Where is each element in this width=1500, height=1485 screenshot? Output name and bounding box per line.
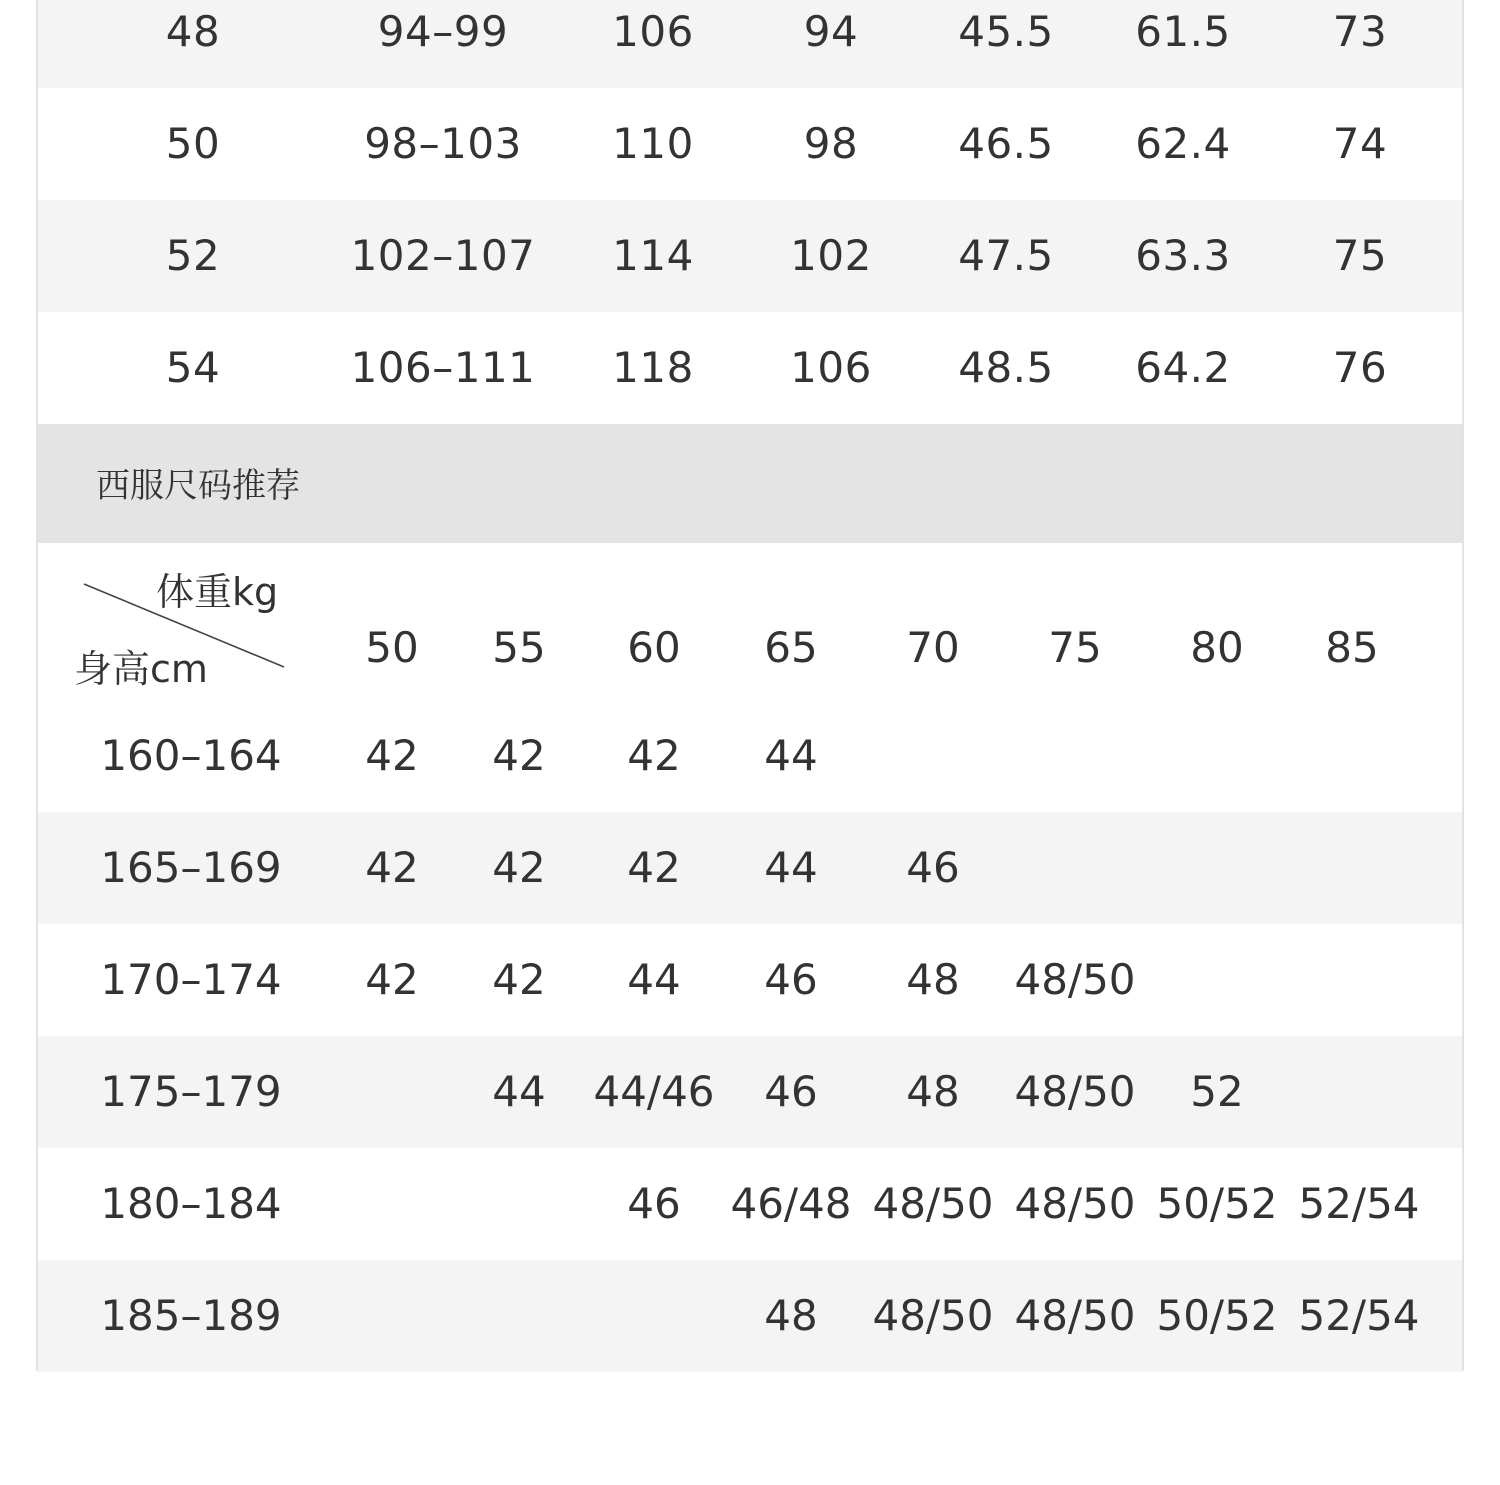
size-chart [36,0,1464,1371]
size-cell: 44 [627,955,681,1004]
size-cell [584,1260,724,1372]
height-row [38,1260,1462,1372]
measure-cell: 98–103 [364,119,522,168]
height-row [38,812,1462,924]
measure-row [38,0,1462,88]
size-cell [1289,1036,1429,1148]
measure-row [38,200,1462,312]
height-axis-label: 身高cm [74,647,208,691]
measure-cell: 106 [790,343,872,392]
size-cell [1147,812,1287,924]
size-cell: 52/54 [1298,1291,1420,1340]
size-cell: 42 [627,843,681,892]
size-cell: 52 [1190,1067,1244,1116]
size-cell: 44 [764,731,818,780]
size-cell: 48/50 [1014,1067,1136,1116]
measure-cell: 94–99 [377,7,509,56]
size-cell: 48 [906,1067,960,1116]
weight-header: 85 [1325,623,1379,672]
height-row [38,700,1462,812]
size-cell: 44/46 [593,1067,715,1116]
height-range: 175–179 [100,1067,282,1116]
size-cell: 46 [764,955,818,1004]
size-cell [449,1260,589,1372]
measure-cell: 63.3 [1135,231,1231,280]
weight-header: 60 [627,623,681,672]
measure-cell: 64.2 [1135,343,1231,392]
weight-header-row [38,543,1462,700]
measure-cell: 110 [612,119,694,168]
size-cell [1147,924,1287,1036]
size-cell [322,1260,462,1372]
size-cell: 48/50 [872,1291,994,1340]
size-cell [1147,700,1287,812]
measure-cell: 46.5 [958,119,1054,168]
size-cell [1289,700,1429,812]
size-cell: 42 [627,731,681,780]
weight-header: 50 [365,623,419,672]
size-cell [1289,812,1429,924]
measure-cell: 45.5 [958,7,1054,56]
size-cell: 46 [906,843,960,892]
measure-cell: 54 [165,343,221,392]
measure-cell: 52 [165,231,221,280]
weight-axis-label: 体重kg [156,570,279,614]
size-cell: 46 [764,1067,818,1116]
measure-cell: 73 [1332,7,1388,56]
measure-cell: 48 [165,7,221,56]
measure-cell: 102 [790,231,872,280]
size-cell: 52/54 [1298,1179,1420,1228]
size-cell: 48/50 [1014,955,1136,1004]
height-row [38,924,1462,1036]
size-cell: 48 [906,955,960,1004]
weight-header: 65 [764,623,818,672]
weight-header: 55 [492,623,546,672]
size-cell: 42 [492,955,546,1004]
size-cell: 42 [492,843,546,892]
size-cell: 48/50 [872,1179,994,1228]
measure-cell: 106–111 [350,343,536,392]
height-range: 160–164 [100,731,282,780]
size-cell: 46/48 [730,1179,852,1228]
size-cell: 44 [492,1067,546,1116]
size-cell: 46 [627,1179,681,1228]
size-cell [322,1148,462,1260]
measure-cell: 76 [1332,343,1388,392]
measure-row [38,88,1462,200]
measure-cell: 94 [803,7,859,56]
measure-cell: 50 [165,119,221,168]
section-header [38,424,1462,543]
size-cell: 48/50 [1014,1179,1136,1228]
measure-cell: 118 [612,343,694,392]
height-range: 165–169 [100,843,282,892]
height-row [38,1036,1462,1148]
size-cell [449,1148,589,1260]
measure-row [38,312,1462,424]
size-cell: 42 [365,843,419,892]
weight-header: 70 [906,623,960,672]
size-cell: 50/52 [1156,1291,1278,1340]
size-cell: 48/50 [1014,1291,1136,1340]
size-cell: 48 [764,1291,818,1340]
size-cell [863,700,1003,812]
weight-header: 80 [1190,623,1244,672]
measure-cell: 75 [1332,231,1388,280]
size-cell [1289,924,1429,1036]
measure-cell: 114 [612,231,694,280]
size-cell: 44 [764,843,818,892]
height-row [38,1148,1462,1260]
size-cell: 50/52 [1156,1179,1278,1228]
size-cell [1005,812,1145,924]
measure-cell: 61.5 [1135,7,1231,56]
size-cell: 42 [365,955,419,1004]
weight-header: 75 [1048,623,1102,672]
measure-cell: 98 [803,119,859,168]
size-cell: 42 [492,731,546,780]
measure-cell: 47.5 [958,231,1054,280]
section-title: 西服尺码推荐 [96,466,300,506]
size-cell: 42 [365,731,419,780]
measure-cell: 106 [612,7,694,56]
measure-cell: 62.4 [1135,119,1231,168]
size-cell [322,1036,462,1148]
size-cell [1005,700,1145,812]
height-range: 170–174 [100,955,282,1004]
measure-cell: 74 [1332,119,1388,168]
height-range: 180–184 [100,1179,282,1228]
measure-cell: 48.5 [958,343,1054,392]
measure-cell: 102–107 [350,231,536,280]
height-range: 185–189 [100,1291,282,1340]
